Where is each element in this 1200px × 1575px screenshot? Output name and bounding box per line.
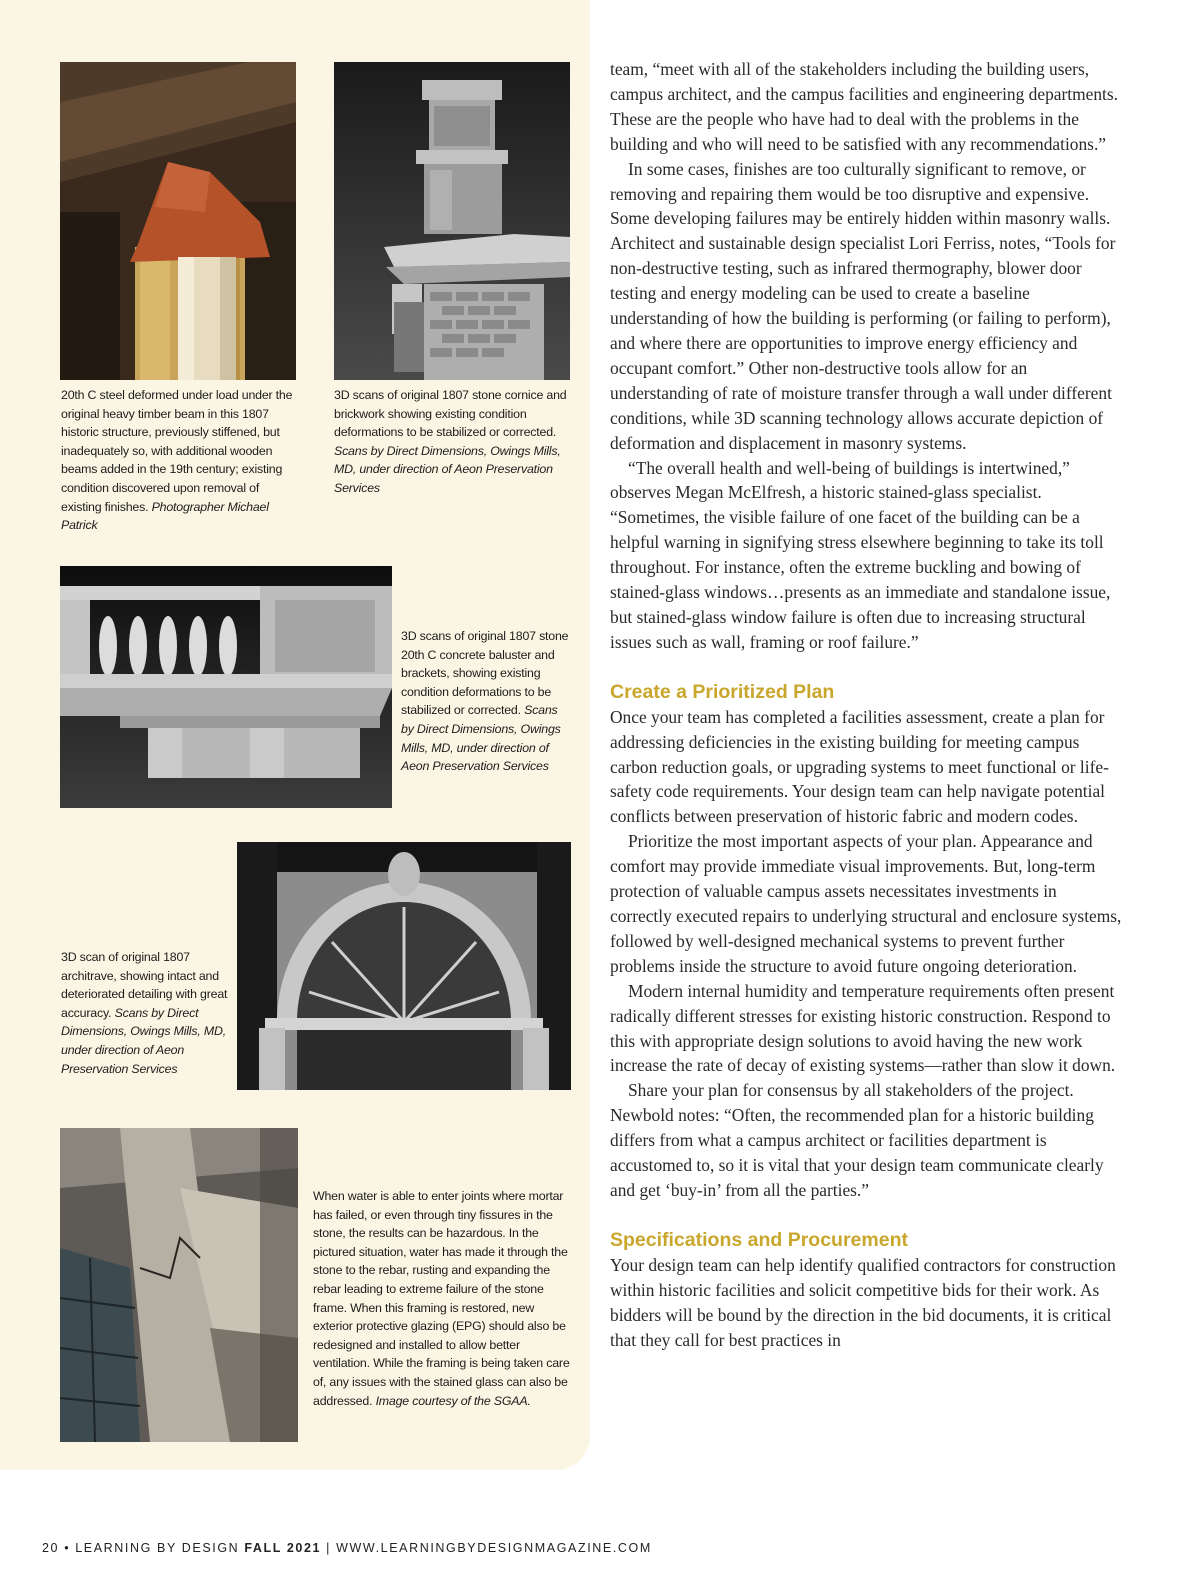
article-paragraph: Your design team can help identify qualified contractors for construction within historic facilities and solicit competitive bids for their work. As bidders will be bound by the direction in the bid documents, it is critical that they call for best practices in xyxy=(610,1254,1116,1350)
stone-frame-caption: When water is able to enter joints where mortar has failed, or even through tiny fissures in the stone, the results can be hazardous. In the pictured situation, water has made it through the stone to the rebar, rusting and expanding the rebar leading to extreme failure of the stone frame. When this framing is restored, new exterior protective glazing (EPG) should also be redesigned and installed to allow better ventilation. While the framing is being taken care of, any issues with the stained glass can also be addressed. Image courtesy of the SGAA. xyxy=(313,1189,570,1408)
footer-bullet: • xyxy=(64,1541,71,1555)
steel-beam-photo xyxy=(60,62,296,380)
cornice-scan-image xyxy=(334,62,570,380)
section-heading-specifications: Specifications and Procurement xyxy=(610,1228,908,1251)
article-paragraph: Once your team has completed a facilities assessment, create a plan for addressing deficiencies in the existing building for meeting campus carbon reduction goals, or upgrading systems to meet functional or life-safety code requirements. Your design team can help navigate potential conflicts between preservation of historic fabric and modern codes. xyxy=(610,706,1109,827)
architrave-scan-caption: 3D scan of original 1807 architrave, showing intact and deteriorated detailing with great accuracy. Scans by Direct Dimensions, Owings Mills, MD, under direction of Aeon Preservation Services xyxy=(61,950,228,1076)
article-paragraph: In some cases, finishes are too culturally significant to remove, or removing and repairing them would be too disruptive and expensive. Some developing failures may be entirely hidden within masonry walls. Architect and sustainable design specialist Lori Ferriss, notes, “Tools for non-destructive testing, such as infrared thermography, blower door testing and energy modeling can be used to create a baseline understanding of how the building is performing (or failing to perform), and where there are opportunities to improve energy efficiency and occupant comfort.” Other non-destructive tools allow for an understanding of rate of moisture transfer through a wall under different conditions, while 3D scanning technology allows accurate depiction of deformation and displacement in masonry systems. xyxy=(610,158,1116,453)
stone-frame-photo xyxy=(60,1128,298,1442)
article-paragraph: Modern internal humidity and temperature requirements often present radically different stresses for existing historic construction. Respond to this with appropriate design solutions to avoid having the new work increase the rate of decay of existing systems—rather than slow it down. xyxy=(610,980,1116,1076)
article-paragraph: “The overall health and well-being of buildings is intertwined,” observes Megan McElfresh, a historic stained-glass specialist. “Sometimes, the visible failure of one facet of the building can be a helpful warning in signifying stress elsewhere beginning to take its toll throughout. For instance, often the extreme buckling and bowing of stained-glass windows…presents as an immediate and standalone issue, but stained-glass window failure is often due to increasing structural issues such as wall, framing or roof failure.” xyxy=(610,457,1111,652)
page-footer xyxy=(42,1541,652,1555)
website-link[interactable]: WWW.LEARNINGBYDESIGNMAGAZINE.COM xyxy=(336,1541,652,1555)
section-heading-prioritized-plan: Create a Prioritized Plan xyxy=(610,680,835,703)
article-paragraph: Prioritize the most important aspects of your plan. Appearance and comfort may provide immediate visual improvements. But, long-term protection of valuable campus assets necessitates investments in correctly executed repairs to underlying structural and enclosure systems, followed by well-designed mechanical systems to prevent further problems inside the structure to avoid future ongoing deterioration. xyxy=(610,831,1122,976)
article-paragraph: Share your plan for consensus by all stakeholders of the project. Newbold notes: “Often, the recommended plan for a historic building differs from what a campus architect or facilities department is accustomed to, so it is vital that your design team communicate clearly and get ‘buy-in’ from all the parties.” xyxy=(610,1080,1104,1200)
baluster-scan-caption: 3D scans of original 1807 stone 20th C concrete baluster and brackets, showing existing condition deformations to be stabilized or corrected. Scans by Direct Dimensions, Owings Mills, MD, under direction of Aeon Preservation Services xyxy=(401,629,569,774)
architrave-scan-image xyxy=(237,842,571,1090)
cornice-scan-caption: 3D scans of original 1807 stone cornice and brickwork showing existing condition deformations to be stabilized or corrected. Scans by Direct Dimensions, Owings Mills, MD, under direction of Aeon Preservation Services xyxy=(334,388,567,495)
baluster-scan-image xyxy=(60,566,392,808)
page-number: 20 xyxy=(42,1541,60,1555)
issue-label: FALL 2021 xyxy=(244,1541,322,1555)
steel-beam-caption: 20th C steel deformed under load under the original heavy timber beam in this 1807 historic structure, previously stiffened, but inadequately so, with additional wooden beams added in the 19th century; existing condition discovered upon removal of existing finishes. Photographer Michael Patrick xyxy=(61,388,293,533)
article-body xyxy=(610,57,1122,1353)
magazine-name: LEARNING BY DESIGN xyxy=(75,1541,240,1555)
article-paragraph: team, “meet with all of the stakeholders including the building users, campus architect, and the campus facilities and engineering departments. These are the people who have had to deal with the problems in the building and who will need to be satisfied with any recommendations.” xyxy=(610,59,1118,154)
footer-separator: | xyxy=(326,1541,331,1555)
